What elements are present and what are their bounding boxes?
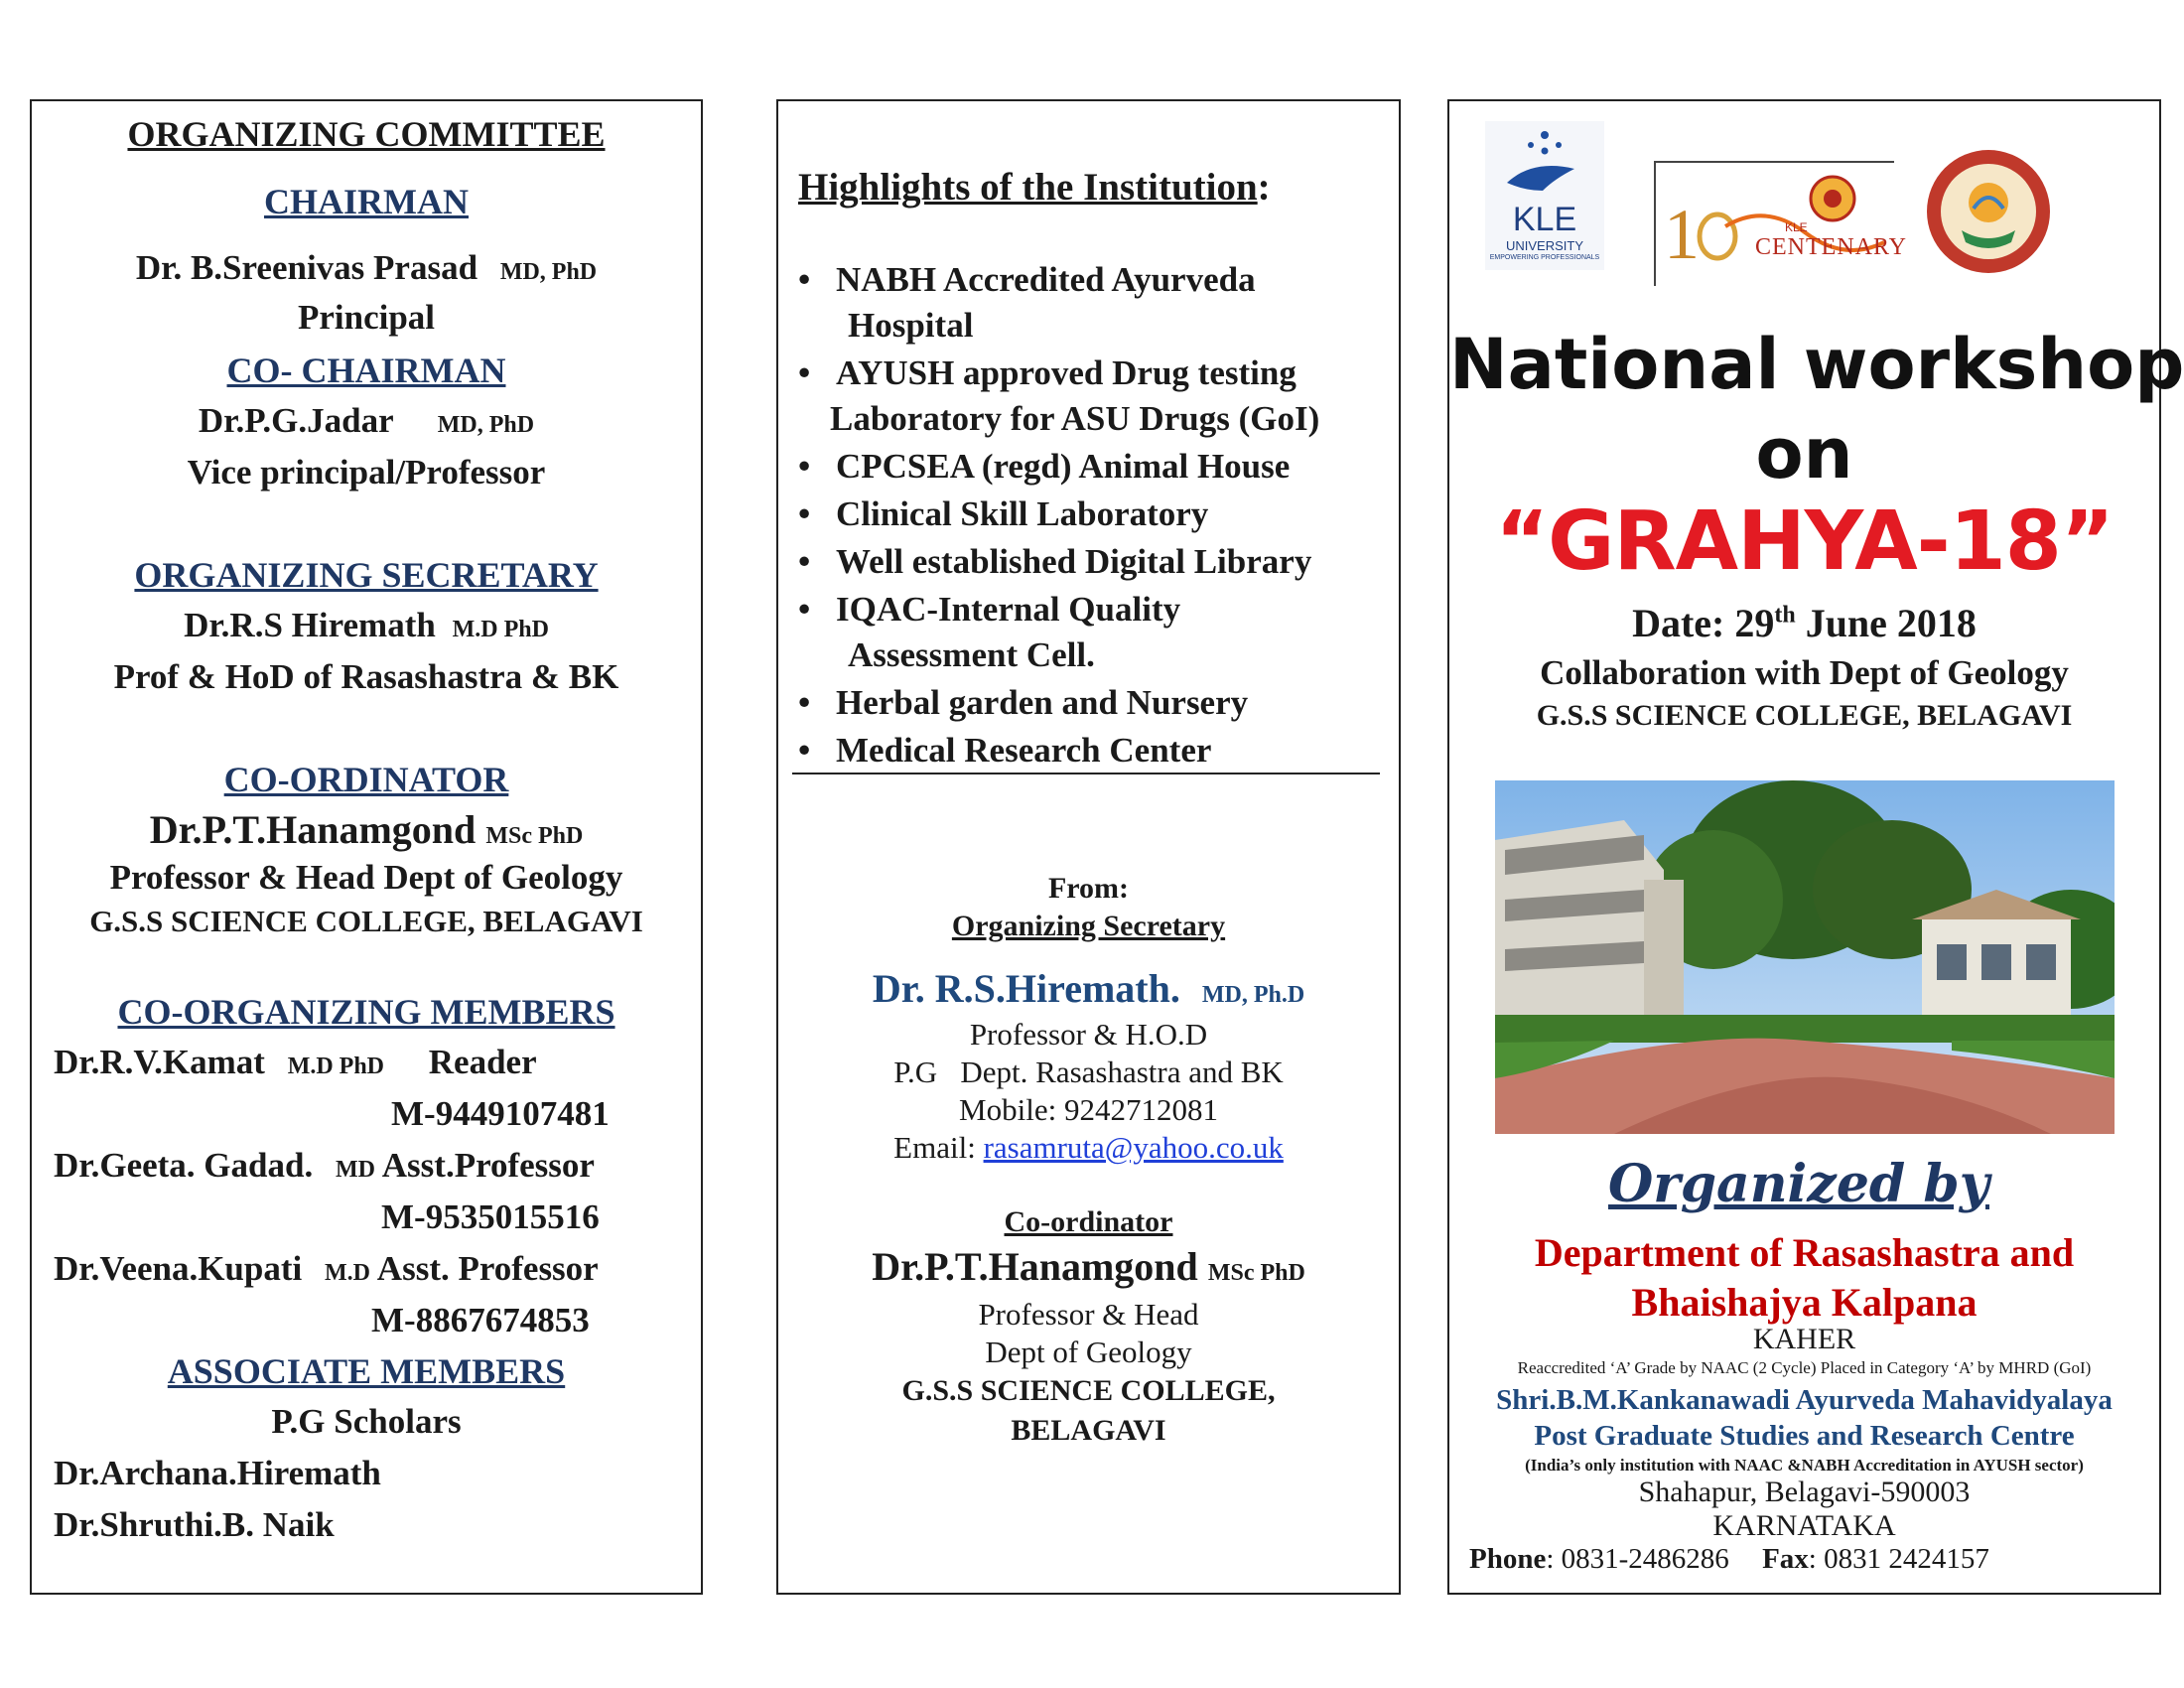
phone-number: : 0831-2486286 (1546, 1543, 1729, 1575)
seal-emblem-icon (1924, 147, 2053, 276)
highlight-item (798, 260, 1256, 300)
coordinator-role: Professor & Head Dept of Geology (109, 858, 623, 897)
from-sublabel: Organizing Secretary (951, 910, 1226, 942)
kle-university-logo (1485, 121, 1604, 270)
collab-college: G.S.S SCIENCE COLLEGE, BELAGAVI (1536, 699, 2073, 732)
member-role: Asst. Professor (376, 1249, 599, 1288)
college-line-1: Shri.B.M.Kankanawadi Ayurveda Mahavidyalaya (1496, 1384, 2113, 1416)
coord-college-1: G.S.S SCIENCE COLLEGE, (901, 1374, 1276, 1407)
coord-name: Dr.P.T.Hanamgond (872, 1244, 1198, 1289)
kle-centenary-logo (1654, 161, 1907, 286)
cochair-name: Dr.P.G.Jadar (198, 401, 394, 440)
from-mobile: Mobile: 9242712081 (959, 1092, 1218, 1127)
member-name: Dr.Geeta. Gadad. (54, 1146, 314, 1185)
cover-panel (1447, 99, 2184, 1595)
member-line (54, 1146, 595, 1186)
from-dept: P.G Dept. Rasashastra and BK (893, 1055, 1284, 1089)
centenary-text: CENTENARY (1755, 234, 1907, 260)
secretary-role: Prof & HoD of Rasashastra & BK (113, 657, 619, 696)
highlights-colon: : (1257, 166, 1271, 209)
kaher-text: KAHER (1752, 1323, 1856, 1355)
kle-logo-text: KLE (1512, 201, 1577, 238)
member-mobile: M-8867674853 (371, 1301, 590, 1339)
highlight-item (798, 306, 973, 346)
cochair-line (32, 401, 701, 441)
highlights-panel (776, 99, 1401, 1595)
highlight-text: IQAC-Internal Quality (836, 590, 1181, 629)
member-quals: M.D (324, 1260, 370, 1286)
committee-heading: ORGANIZING COMMITTEE (127, 114, 606, 154)
date-suffix-sup: th (1774, 602, 1796, 629)
from-name-line (778, 965, 1399, 1012)
fax-label: Fax (1762, 1543, 1809, 1575)
highlight-item (798, 353, 1297, 393)
bullet-icon: • (798, 590, 811, 629)
secretary-line (32, 606, 701, 645)
highlight-text: Herbal garden and Nursery (836, 683, 1249, 722)
chairman-name: Dr. B.Sreenivas Prasad (135, 248, 478, 287)
address-line-1: Shahapur, Belagavi-590003 (1638, 1476, 1971, 1508)
highlights-heading-line (798, 165, 1271, 210)
bullet-icon: • (798, 683, 811, 722)
college-line-2: Post Graduate Studies and Research Centre (1534, 1420, 2075, 1452)
workshop-title-on: on (1755, 413, 1853, 494)
coord-quals: MSc PhD (1207, 1260, 1305, 1286)
secretary-name: Dr.R.S Hiremath (184, 606, 436, 644)
workshop-title: National workshop (1449, 324, 2184, 405)
associate-name: Dr.Archana.Hiremath (54, 1454, 381, 1492)
highlight-item (798, 590, 1180, 630)
associate-heading: ASSOCIATE MEMBERS (167, 1351, 566, 1391)
coordinator-quals: MSc PhD (485, 823, 584, 849)
highlight-item (798, 542, 1311, 582)
member-quals: MD (335, 1157, 375, 1183)
highlight-text: AYUSH approved Drug testing (836, 353, 1297, 392)
associate-sub: P.G Scholars (271, 1402, 462, 1441)
coord-role: Professor & Head (978, 1297, 1199, 1332)
kle-logo-tagline: EMPOWERING PROFESSIONALS (1489, 254, 1600, 261)
highlights-divider (792, 773, 1380, 774)
highlight-item (798, 447, 1290, 487)
chairman-line (32, 248, 701, 288)
member-role: Asst.Professor (381, 1146, 595, 1185)
bullet-icon: • (798, 542, 811, 581)
fax-number: : 0831 2424157 (1808, 1543, 1989, 1575)
highlights-heading: Highlights of the Institution (798, 166, 1258, 209)
bullet-icon: • (798, 260, 811, 299)
secretary-quals: M.D PhD (452, 617, 549, 642)
college-seal-logo (1924, 147, 2053, 276)
coordinator-line (32, 806, 701, 853)
chairman-role: Principal (297, 298, 436, 337)
highlight-text: Well established Digital Library (836, 542, 1312, 581)
phone-label: Phone (1469, 1543, 1547, 1575)
bullet-icon: • (798, 353, 811, 392)
highlight-text: Hospital (848, 306, 974, 345)
dept-line-2: Bhaishajya Kalpana (1631, 1280, 1978, 1325)
coordinator-college: G.S.S SCIENCE COLLEGE, BELAGAVI (89, 904, 643, 938)
bullet-icon: • (798, 731, 811, 770)
coordinator-name: Dr.P.T.Hanamgond (149, 807, 477, 852)
chairman-quals: MD, PhD (499, 259, 598, 285)
highlight-text: Clinical Skill Laboratory (836, 494, 1209, 533)
coord-line (778, 1243, 1399, 1290)
dept-line-1: Department of Rasashastra and (1534, 1230, 2075, 1275)
member-mobile: M-9535015516 (381, 1197, 600, 1236)
from-label: From: (1047, 872, 1130, 905)
member-name: Dr.R.V.Kamat (54, 1043, 265, 1081)
from-email-line (778, 1130, 1399, 1166)
chairman-heading: CHAIRMAN (264, 182, 469, 221)
svg-text:1: 1 (1664, 195, 1700, 274)
centenary-kle-text: KLE (1785, 220, 1808, 234)
coorg-heading: CO-ORGANIZING MEMBERS (117, 992, 615, 1032)
cochair-role: Vice principal/Professor (187, 453, 546, 492)
centenary-emblem-icon (1656, 163, 1894, 286)
highlight-item (798, 635, 1095, 675)
cochair-heading: CO- CHAIRMAN (226, 351, 506, 390)
campus-photo (1495, 780, 2115, 1134)
reaccredited-text: Reaccredited ‘A’ Grade by NAAC (2 Cycle) Placed in Category ‘A’ by MHRD (GoI) (1517, 1358, 2092, 1377)
highlight-text: Assessment Cell. (848, 635, 1095, 674)
highlight-item (798, 399, 1319, 439)
address-line-2: KARNATAKA (1712, 1509, 1896, 1542)
highlight-item (798, 683, 1248, 723)
highlight-item (798, 731, 1211, 771)
coord-label: Co-ordinator (1004, 1205, 1173, 1238)
member-name: Dr.Veena.Kupati (54, 1249, 303, 1288)
member-line (54, 1043, 537, 1082)
event-name: “GRAHYA-18” (1495, 494, 2114, 589)
associate-name: Dr.Shruthi.B. Naik (54, 1505, 335, 1544)
collab-text: Collaboration with Dept of Geology (1540, 653, 2069, 692)
highlight-text: CPCSEA (regd) Animal House (836, 447, 1291, 486)
india-only-text: (India’s only institution with NAAC &NABH Accreditation in AYUSH sector) (1525, 1456, 2084, 1475)
coord-dept: Dept of Geology (985, 1335, 1192, 1369)
committee-panel (30, 99, 703, 1595)
from-quals: MD, Ph.D (1201, 982, 1305, 1008)
highlight-text: Medical Research Center (836, 731, 1212, 770)
event-date (1449, 600, 2159, 646)
secretary-heading: ORGANIZING SECRETARY (134, 555, 599, 595)
kle-logo-subtext: UNIVERSITY (1505, 238, 1583, 253)
bullet-icon: • (798, 447, 811, 486)
email-label: Email: (893, 1130, 984, 1165)
date-prefix: Date: 29 (1632, 601, 1775, 645)
organized-by: Organized by (1608, 1154, 1989, 1214)
campus-photo-image (1495, 780, 2115, 1134)
member-quals: M.D PhD (287, 1054, 385, 1079)
coord-college-2: BELAGAVI (1011, 1414, 1166, 1447)
coordinator-heading: CO-ORDINATOR (223, 760, 509, 799)
date-rest: June 2018 (1795, 601, 1977, 645)
cochair-quals: MD, PhD (437, 412, 535, 438)
member-mobile: M-9449107481 (391, 1094, 610, 1133)
member-role: Reader (428, 1043, 537, 1081)
contact-line (1469, 1543, 1989, 1576)
member-line (54, 1249, 599, 1289)
email-link[interactable]: rasamruta@yahoo.co.uk (983, 1130, 1284, 1165)
from-role: Professor & H.O.D (969, 1017, 1208, 1052)
highlight-item (798, 494, 1208, 534)
highlight-text: Laboratory for ASU Drugs (GoI) (830, 399, 1320, 438)
from-name: Dr. R.S.Hiremath. (872, 966, 1180, 1011)
highlight-text: NABH Accredited Ayurveda (836, 260, 1256, 299)
bullet-icon: • (798, 494, 811, 533)
